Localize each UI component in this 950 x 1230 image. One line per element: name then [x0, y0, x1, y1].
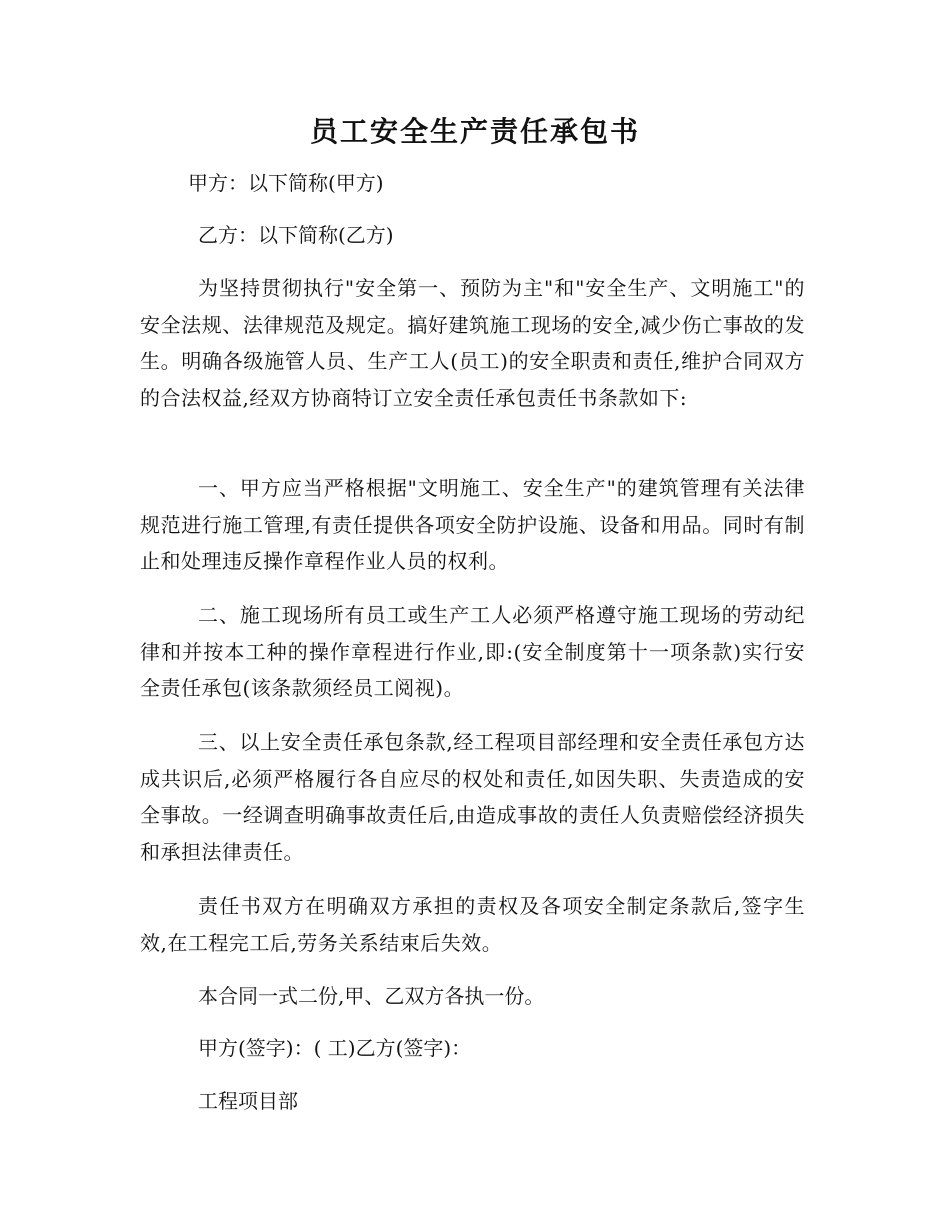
- project-dept-line: 工程项目部: [198, 1089, 298, 1113]
- preamble-paragraph: 为坚持贯彻执行"安全第一、预防为主"和"安全生产、文明施工"的安全法规、法律规范及规定。搞好建筑施工现场的安全,减少伤亡事故的发生。明确各级施管人员、生产工人(员工)的安全职责和责任,维护合同双方的合法权益,经双方协商特订立安全责任承包责任书条款如下:: [140, 276, 805, 410]
- party-a-line: 甲方：以下简称(甲方): [188, 171, 384, 195]
- clause-three-paragraph: 三、以上安全责任承包条款,经工程项目部经理和安全责任承包方达成共识后,必须严格履行各自应尽的权处和责任,如因失职、失责造成的安全事故。一经调查明确事故责任后,由造成事故的责任人负责赔偿经济损失和承担法律责任。: [140, 730, 805, 864]
- signature-line: 甲方(签字)：( 工)乙方(签字)：: [198, 1036, 472, 1060]
- validity-paragraph: 责任书双方在明确双方承担的责权及各项安全制定条款后,签字生效,在工程完工后,劳务关系结束后失效。: [140, 894, 805, 955]
- copies-line: 本合同一式二份,甲、乙双方各执一份。: [198, 984, 545, 1008]
- party-b-line: 乙方：以下简称(乙方): [198, 223, 394, 247]
- document-title: 员工安全生产责任承包书: [309, 115, 640, 148]
- clause-two-paragraph: 二、施工现场所有员工或生产工人必须严格遵守施工现场的劳动纪律和并按本工种的操作章程进行作业,即:(安全制度第十一项条款)实行安全责任承包(该条款须经员工阅视)。: [140, 603, 805, 700]
- clause-one-paragraph: 一、甲方应当严格根据"文明施工、安全生产"的建筑管理有关法律规范进行施工管理,有责任提供各项安全防护设施、设备和用品。同时有制止和处理违反操作章程作业人员的权利。: [140, 476, 805, 573]
